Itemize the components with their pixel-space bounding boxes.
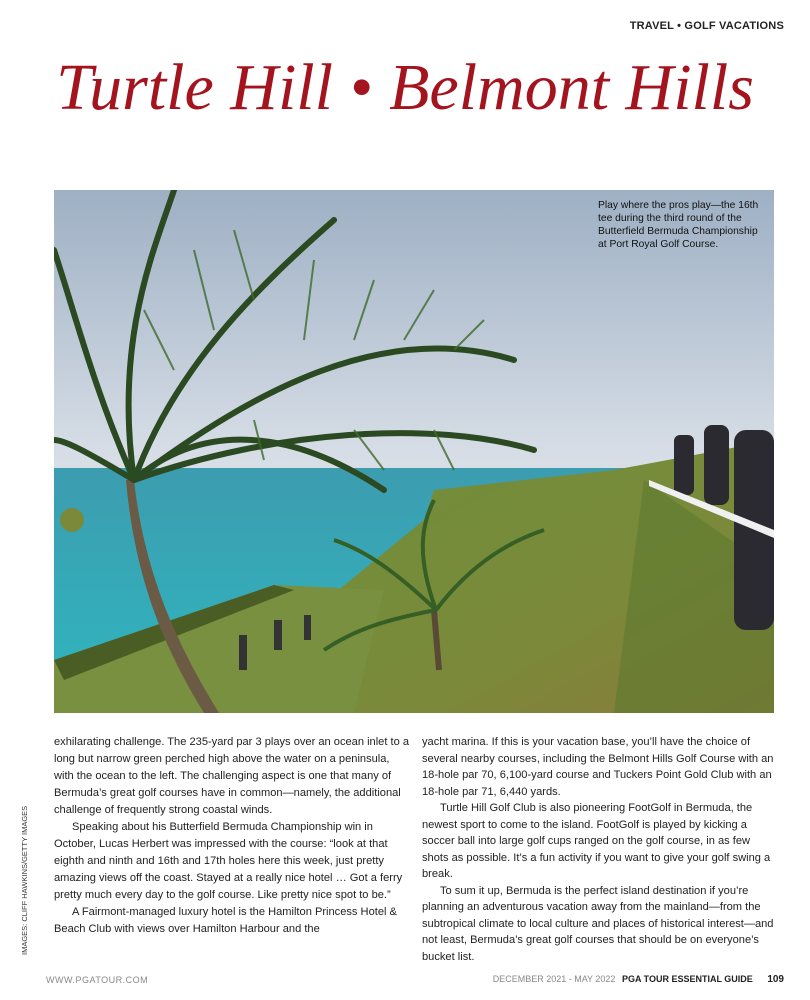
photo-caption: Play where the pros play—the 16th tee during the third round of the Butterfield Bermuda Championship at Port Royal Golf Course. [598,200,759,250]
paragraph: A Fairmont-managed luxury hotel is the Hamilton Princess Hotel & Beach Club with views over Hamilton Harbour and the [54,906,397,935]
page-title-container [0,48,810,138]
page-title: Turtle Hill • Belmont Hills [56,51,754,124]
article-column-2 [422,734,778,965]
footer-publication: PGA TOUR ESSENTIAL GUIDE [621,974,753,984]
paragraph: yacht marina. If this is your vacation base, you’ll have the choice of several nearby courses, including the Belmont Hills Golf Course with an 18-hole par 70, 6,100-yard course and Tuckers Point Gold Club with an 18-hole par 71, 6,440 yards. [422,736,774,798]
photo-credit: IMAGES: CLIFF HAWKINS/GETTY IMAGES [20,805,29,955]
footer-issue: DECEMBER 2021 - MAY 2022 [492,974,616,984]
paragraph: Speaking about his Butterfield Bermuda Championship win in October, Lucas Herbert was impressed with the course: “look at that eighth and ninth and 16th and 17th holes here this week, just pretty amazing views off the coast. Stayed at a really nice hotel … Got a ferry pretty much every day to the golf course. Like pretty nice spot to be.” [54,821,403,901]
paragraph: exhilarating challenge. The 235-yard par 3 plays over an ocean inlet to a long but narrow green perched high above the water on a peninsula, with the ocean to the left. The challenging aspect is one that many of Bermuda’s great golf courses have in common—namely, the additional challenge of frequently strong coastal winds. [54,736,410,816]
footer-website: WWW.PGATOUR.COM [46,975,149,985]
footer-info [493,974,784,985]
golf-course-photo-illustration [54,190,774,713]
paragraph: To sum it up, Bermuda is the perfect island destination if you’re planning an adventurous vacation away from the mainland—from the subtropical climate to local culture and places of historical interest—and not least, Bermuda’s great golf courses that should be on everyone’s bucket list. [422,884,774,963]
hero-photo [54,190,774,713]
article-column-1 [54,734,410,938]
page-number: 109 [767,974,784,985]
section-label: TRAVEL • GOLF VACATIONS [629,20,784,32]
paragraph: Turtle Hill Golf Club is also pioneering FootGolf in Bermuda, the newest sport to come to the island. FootGolf is played by kicking a soccer ball into large golf cups ranged on the golf course, in as few shots as possible. It’s a fun activity if you want to give your golf swing a break. [422,802,771,880]
